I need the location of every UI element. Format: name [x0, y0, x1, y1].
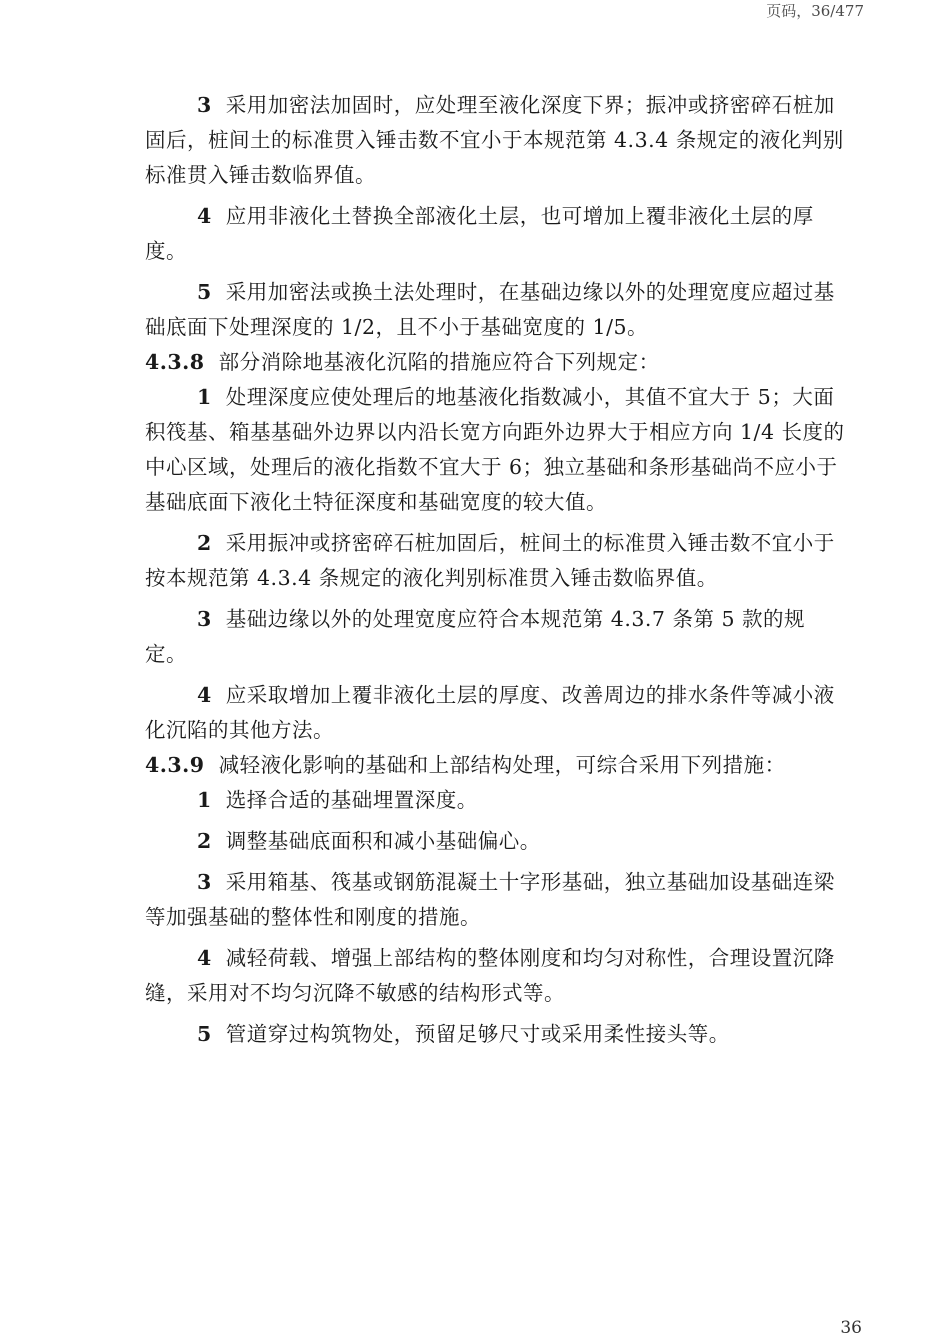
item-text: 采用加密法加固时，应处理至液化深度下界；振冲或挤密碎石桩加固后，桩间土的标准贯入锤击数不宜小于本规范第 4.3.4 条规定的液化判别标准贯入锤击数临界值。 — [145, 93, 844, 187]
item-paragraph — [145, 783, 845, 818]
item-number: 3 — [197, 870, 212, 894]
item-paragraph — [145, 199, 845, 269]
item-text: 管道穿过构筑物处，预留足够尺寸或采用柔性接头等。 — [225, 1022, 730, 1046]
item-paragraph — [145, 865, 845, 935]
item-text: 采用振冲或挤密碎石桩加固后，桩间土的标准贯入锤击数不宜小于按本规范第 4.3.4 条规定的液化判别标准贯入锤击数临界值。 — [145, 531, 835, 590]
item-text: 减轻荷载、增强上部结构的整体刚度和均匀对称性，合理设置沉降缝，采用对不均匀沉降不敏感的结构形式等。 — [145, 946, 835, 1005]
item-text: 应用非液化土替换全部液化土层，也可增加上覆非液化土层的厚度。 — [145, 204, 814, 263]
item-paragraph — [145, 941, 845, 1011]
item-number: 3 — [197, 93, 212, 117]
item-number: 5 — [197, 280, 212, 304]
clause-heading — [145, 345, 845, 380]
clause-heading — [145, 748, 845, 783]
item-text: 处理深度应使处理后的地基液化指数减小，其值不宜大于 5；大面积筏基、箱基基础外边界以内沿长宽方向距外边界大于相应方向 1/4 长度的中心区域，处理后的液化指数不宜大于 6；独立基础和条形基础尚不应小于基础底面下液化土特征深度和基础宽度的较大值。 — [145, 385, 845, 514]
clause-text: 减轻液化影响的基础和上部结构处理，可综合采用下列措施： — [218, 753, 786, 777]
item-paragraph — [145, 380, 845, 520]
item-text: 基础边缘以外的处理宽度应符合本规范第 4.3.7 条第 5 款的规定。 — [145, 607, 806, 666]
item-text: 选择合适的基础埋置深度。 — [225, 788, 478, 812]
item-paragraph — [145, 1017, 845, 1052]
item-text: 采用加密法或换土法处理时，在基础边缘以外的处理宽度应超过基础底面下处理深度的 1/2，且不小于基础宽度的 1/5。 — [145, 280, 835, 339]
item-number: 4 — [197, 946, 212, 970]
item-paragraph — [145, 678, 845, 748]
clause-text: 部分消除地基液化沉陷的措施应符合下列规定： — [218, 350, 660, 374]
item-text: 应采取增加上覆非液化土层的厚度、改善周边的排水条件等减小液化沉陷的其他方法。 — [145, 683, 835, 742]
item-number: 1 — [197, 788, 212, 812]
item-number: 4 — [197, 683, 212, 707]
item-number: 4 — [197, 204, 212, 228]
page-counter: 页码，36/477 — [766, 2, 864, 20]
document-body — [145, 88, 845, 1052]
item-paragraph — [145, 526, 845, 596]
page-number: 36 — [840, 1318, 862, 1338]
item-paragraph — [145, 275, 845, 345]
item-paragraph — [145, 824, 845, 859]
clause-number: 4.3.9 — [145, 753, 205, 777]
item-number: 3 — [197, 607, 212, 631]
item-number: 5 — [197, 1022, 212, 1046]
item-number: 2 — [197, 829, 212, 853]
item-text: 采用箱基、筏基或钢筋混凝土十字形基础，独立基础加设基础连梁等加强基础的整体性和刚度的措施。 — [145, 870, 835, 929]
clause-number: 4.3.8 — [145, 350, 205, 374]
item-paragraph — [145, 88, 845, 193]
item-text: 调整基础底面积和减小基础偏心。 — [225, 829, 541, 853]
item-paragraph — [145, 602, 845, 672]
item-number: 2 — [197, 531, 212, 555]
item-number: 1 — [197, 385, 212, 409]
